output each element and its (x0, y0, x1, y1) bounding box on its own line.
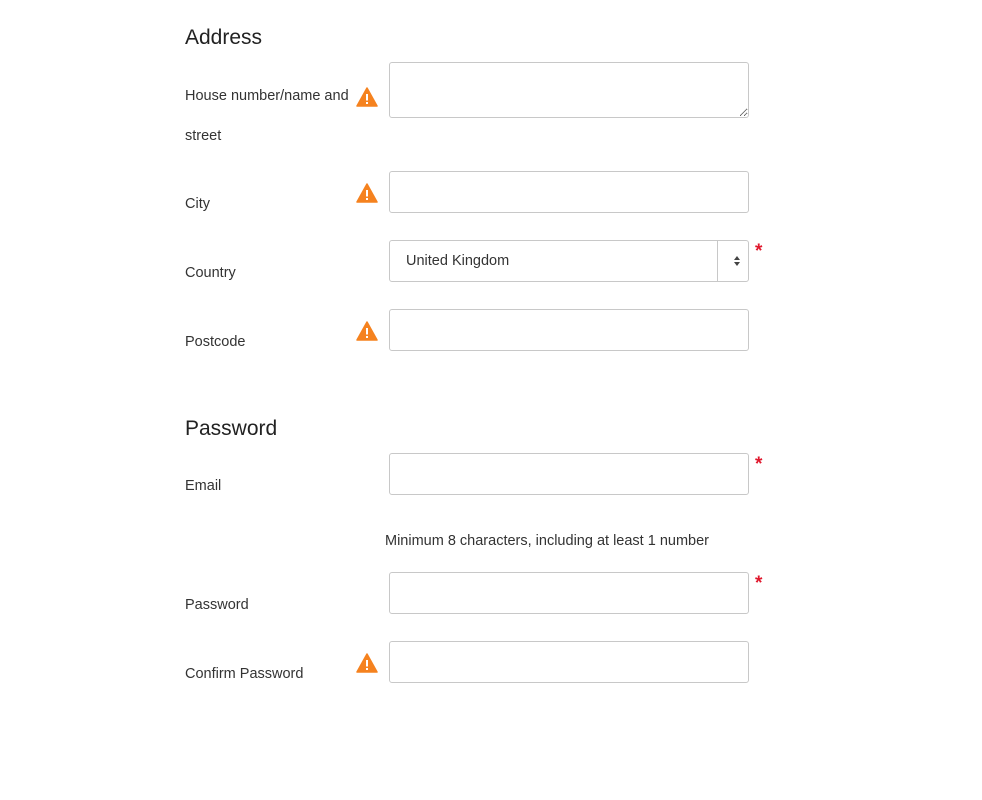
confirm-password-input[interactable] (389, 641, 749, 683)
postcode-input[interactable] (389, 309, 749, 351)
password-section-title: Password (185, 417, 278, 440)
password-input[interactable] (389, 572, 749, 614)
warning-triangle-icon (356, 183, 378, 203)
password-required-marker: * (755, 573, 763, 594)
city-input[interactable] (389, 171, 749, 213)
email-required-marker: * (755, 454, 763, 475)
city-label: City (185, 196, 210, 212)
email-label: Email (185, 478, 222, 494)
house-street-input[interactable] (389, 62, 749, 118)
country-required-marker: * (755, 241, 763, 262)
warning-triangle-icon (356, 321, 378, 341)
address-section-title: Address (185, 26, 263, 49)
password-label: Password (185, 597, 249, 613)
postcode-label: Postcode (185, 334, 246, 350)
warning-triangle-icon (356, 653, 378, 673)
country-label: Country (185, 265, 236, 281)
country-selected-value: United Kingdom (406, 253, 510, 269)
select-updown-arrows-icon (717, 241, 748, 281)
confirm-password-label: Confirm Password (185, 666, 304, 682)
country-select[interactable] (389, 240, 749, 282)
house-street-label: House number/name and street (185, 88, 349, 144)
email-input[interactable] (389, 453, 749, 495)
password-hint: Minimum 8 characters, including at least 1 number (385, 533, 709, 549)
warning-triangle-icon (356, 87, 378, 107)
